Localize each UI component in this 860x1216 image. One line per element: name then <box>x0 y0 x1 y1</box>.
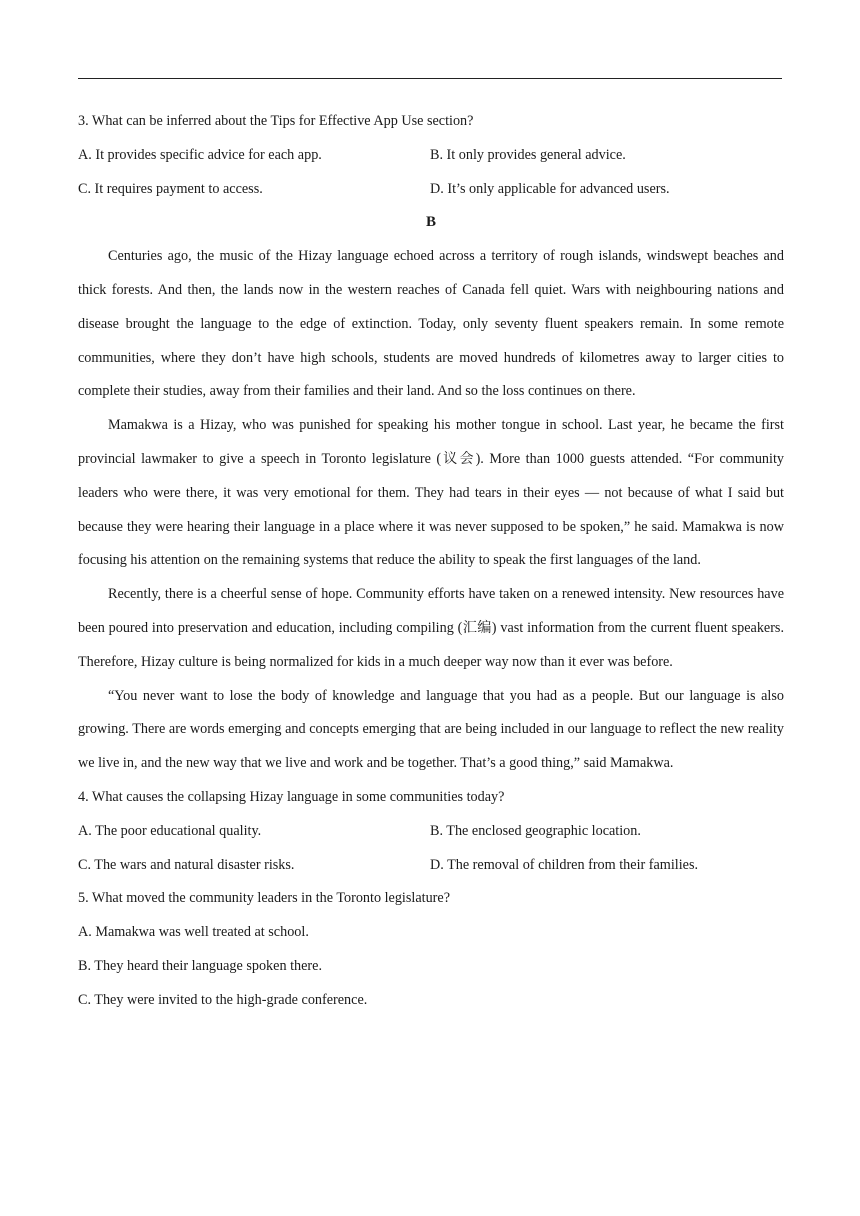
option-4a: A. The poor educational quality. <box>78 822 262 839</box>
question-3-options-row-1 <box>78 139 784 173</box>
option-3d: D. It’s only applicable for advanced users. <box>430 180 670 197</box>
option-5c: C. They were invited to the high-grade conference. <box>78 991 368 1008</box>
option-4b: B. The enclosed geographic location. <box>430 822 641 839</box>
passage-paragraph-1: Centuries ago, the music of the Hizay language echoed across a territory of rough islands, windswept beaches and thick forests. And then, the lands now in the western reaches of Canada fell quiet. Wars with neighbouring nations and disease brought the language to the edge of extinction. Today, only seventy fluent speakers remain. In some remote communities, where they don’t have high schools, students are moved hundreds of kilometres away to larger cities to complete their studies, away from their families and their land. And so the loss continues on there. <box>78 248 784 400</box>
option-4c: C. The wars and natural disaster risks. <box>78 856 295 873</box>
option-5a: A. Mamakwa was well treated at school. <box>78 924 309 941</box>
option-5b: B. They heard their language spoken there. <box>78 957 322 974</box>
question-3-options-row-2 <box>78 173 784 207</box>
passage-paragraph-4: “You never want to lose the body of knowledge and language that you had as a people. But our language is also growing. There are words emerging and concepts emerging that are being included in our language to reflect the new reality we live in, and the new way that we live and work and be together. That’s a good thing,” said Mamakwa. <box>78 687 784 772</box>
option-3c: C. It requires payment to access. <box>78 180 263 197</box>
header-rule <box>78 78 782 79</box>
option-4d: D. The removal of children from their families. <box>430 856 699 873</box>
question-5: 5. What moved the community leaders in the Toronto legislature? <box>78 890 450 907</box>
document-body <box>78 105 784 1018</box>
option-3b: B. It only provides general advice. <box>430 146 626 163</box>
passage-paragraph-2: Mamakwa is a Hizay, who was punished for speaking his mother tongue in school. Last year, he became the first provincial lawmaker to give a speech in Toronto legislature (议会). More than 1000 guests attended. “For community leaders who were there, it was very emotional for them. They had tears in their eyes — not because of what I said but because they were hearing their language in a place where it was never supposed to be spoken,” he said. Mamakwa is now focusing his attention on the remaining systems that reduce the ability to speak the first languages of the land. <box>78 417 784 569</box>
question-4: 4. What causes the collapsing Hizay language in some communities today? <box>78 788 505 805</box>
question-3: 3. What can be inferred about the Tips for Effective App Use section? <box>78 113 474 129</box>
section-heading: B <box>425 214 436 231</box>
option-3a: A. It provides specific advice for each app. <box>78 146 322 163</box>
passage-paragraph-3: Recently, there is a cheerful sense of hope. Community efforts have taken on a renewed intensity. New resources have been poured into preservation and education, including compiling (汇编) vast information from the current fluent speakers. Therefore, Hizay culture is being normalized for kids in a much deeper way now than it ever was before. <box>78 586 784 670</box>
question-4-options-row-2 <box>78 849 784 883</box>
question-4-options-row-1 <box>78 815 784 849</box>
